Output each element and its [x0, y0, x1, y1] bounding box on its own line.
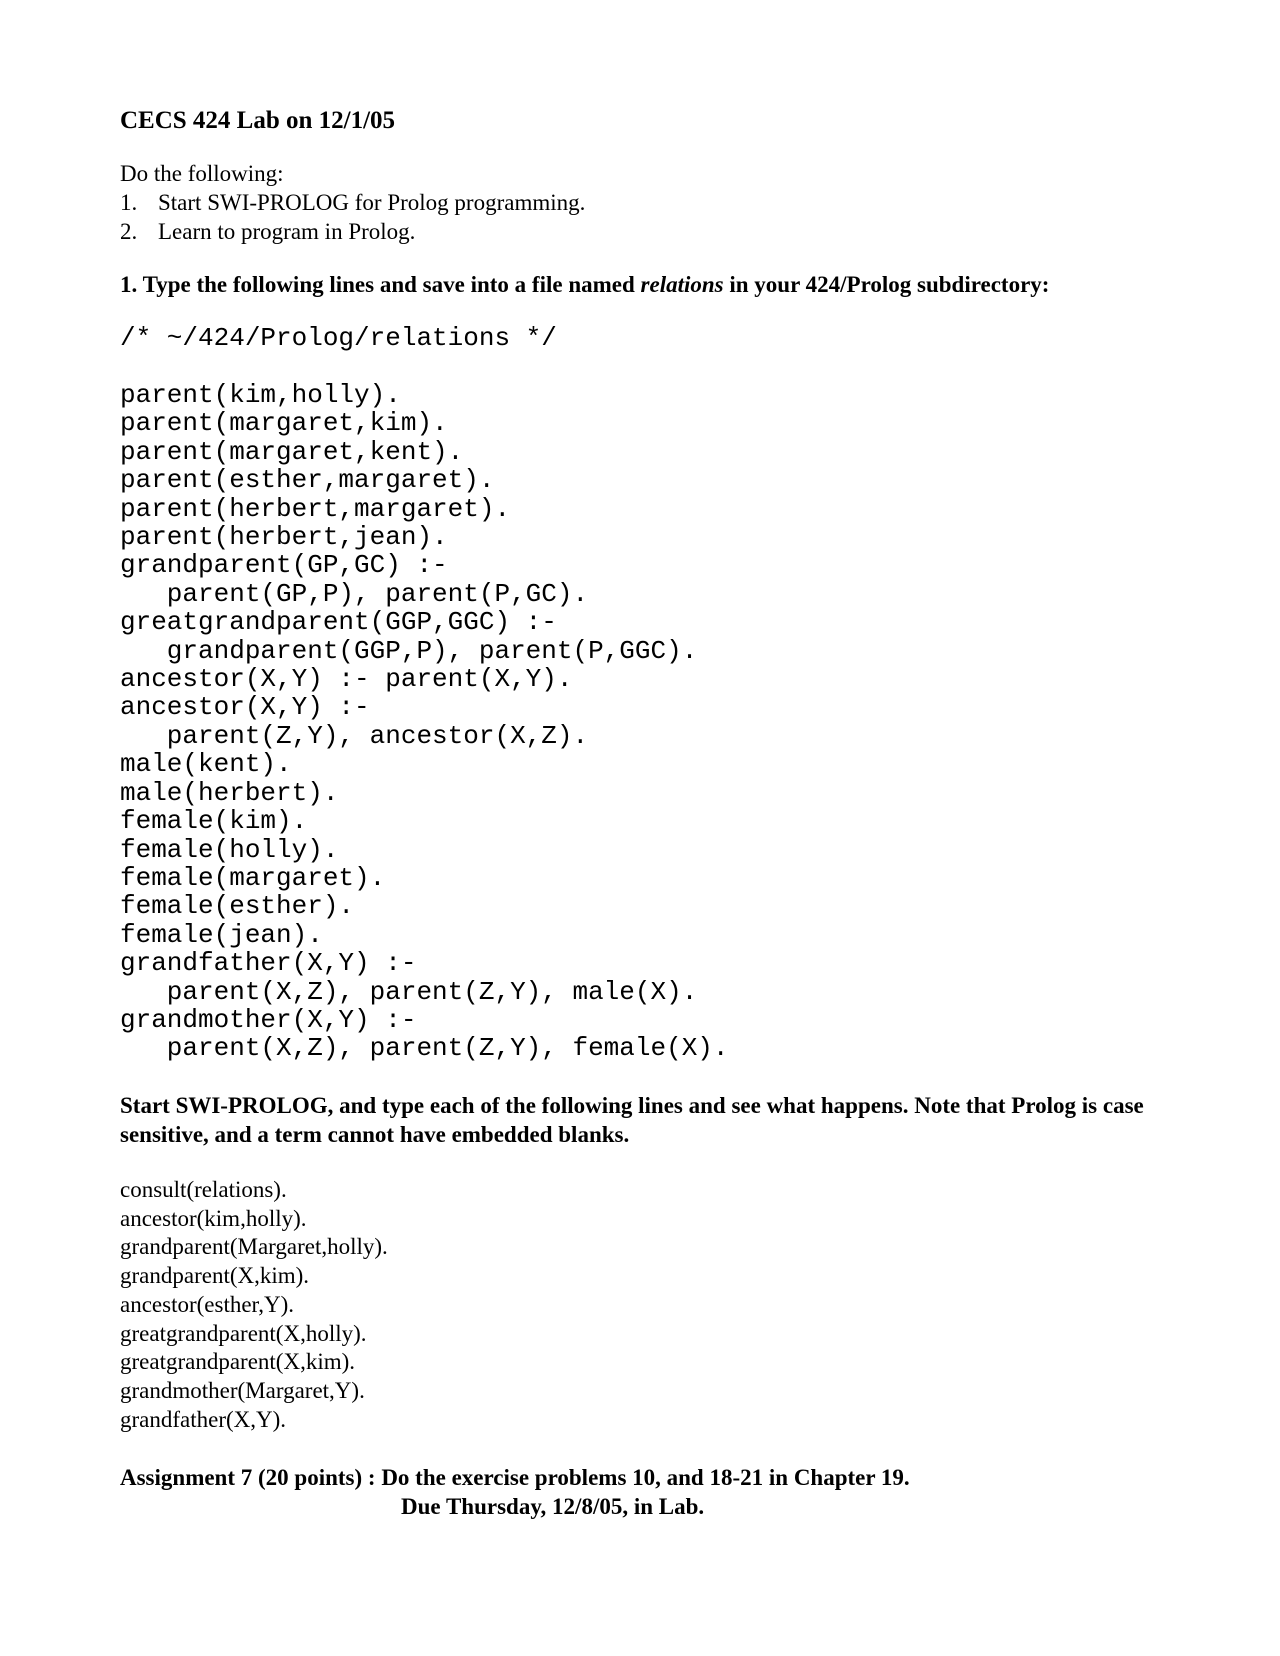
code-line: parent(margaret,kim). — [120, 408, 448, 439]
intro-list-item — [120, 217, 1200, 246]
code-line: ancestor(X,Y) :- parent(X,Y). — [120, 664, 573, 695]
assignment-line: Assignment 7 (20 points) : Do the exercise problems 10, and 18-21 in Chapter 19. — [120, 1464, 910, 1490]
intro-section — [120, 159, 1200, 246]
code-line: grandfather(X,Y) :- — [120, 948, 417, 979]
list-text: Learn to program in Prolog. — [158, 219, 416, 244]
query-line: grandparent(Margaret,holly). — [120, 1234, 388, 1260]
code-line: grandparent(GGP,P), parent(P,GGC). — [120, 635, 698, 666]
section1-heading-filename: relations — [640, 272, 724, 297]
code-line: female(holly). — [120, 834, 339, 865]
document-page — [120, 104, 1200, 1521]
query-line: grandmother(Margaret,Y). — [120, 1378, 365, 1403]
code-comment: /* ~/424/Prolog/relations */ — [120, 323, 557, 353]
queries-list — [120, 1176, 1200, 1435]
query-line: grandfather(X,Y). — [120, 1406, 287, 1432]
list-number: 1. — [120, 190, 138, 215]
query-line: ancestor(kim,holly). — [120, 1205, 307, 1231]
code-line: male(kent). — [120, 749, 292, 780]
code-line: female(esther). — [120, 891, 355, 922]
code-line: female(margaret). — [120, 862, 386, 893]
code-line: parent(GP,P), parent(P,GC). — [120, 578, 589, 609]
list-number: 2. — [120, 219, 138, 244]
intro-list — [120, 188, 1200, 246]
code-line: ancestor(X,Y) :- — [120, 692, 370, 723]
query-line: consult(relations). — [120, 1176, 287, 1202]
code-line: parent(esther,margaret). — [120, 465, 495, 496]
section1-heading-before: 1. Type the following lines and save into a file named — [120, 272, 641, 297]
intro-list-item — [120, 188, 1200, 217]
list-text: Start SWI-PROLOG for Prolog programming. — [158, 190, 586, 215]
code-line: parent(kim,holly). — [120, 380, 401, 410]
intro-lead: Do the following: — [120, 161, 284, 186]
code-line: grandmother(X,Y) :- — [120, 1004, 417, 1035]
query-line: grandparent(X,kim). — [120, 1263, 310, 1288]
code-line: grandparent(GP,GC) :- — [120, 550, 448, 581]
code-line: parent(X,Z), parent(Z,Y), female(X). — [120, 1033, 729, 1064]
code-line: parent(X,Z), parent(Z,Y), male(X). — [120, 976, 698, 1007]
page-title: CECS 424 Lab on 12/1/05 — [120, 107, 396, 134]
code-line: male(herbert). — [120, 777, 339, 808]
code-line: parent(Z,Y), ancestor(X,Z). — [120, 720, 589, 751]
code-line: parent(herbert,jean). — [120, 522, 448, 553]
query-line: ancestor(esther,Y). — [120, 1291, 295, 1317]
due-date-line: Due Thursday, 12/8/05, in Lab. — [401, 1493, 705, 1519]
code-line: parent(herbert,margaret). — [120, 493, 511, 524]
assignment-section — [120, 1463, 1200, 1521]
section1-heading-after: in your 424/Prolog subdirectory: — [723, 272, 1050, 297]
code-line: greatgrandparent(GGP,GGC) :- — [120, 607, 557, 638]
query-line: greatgrandparent(X,holly). — [120, 1320, 367, 1346]
query-line: greatgrandparent(X,kim). — [120, 1349, 356, 1375]
section1-heading — [120, 270, 1200, 299]
instructions-paragraph: Start SWI-PROLOG, and type each of the following lines and see what happens. Note that Prolog is case sensitive, and a term cannot have embedded blanks. — [120, 1092, 1144, 1147]
code-line: parent(margaret,kent). — [120, 436, 464, 467]
code-block — [120, 381, 1200, 1063]
code-line: female(kim). — [120, 806, 308, 837]
code-line: female(jean). — [120, 919, 323, 950]
